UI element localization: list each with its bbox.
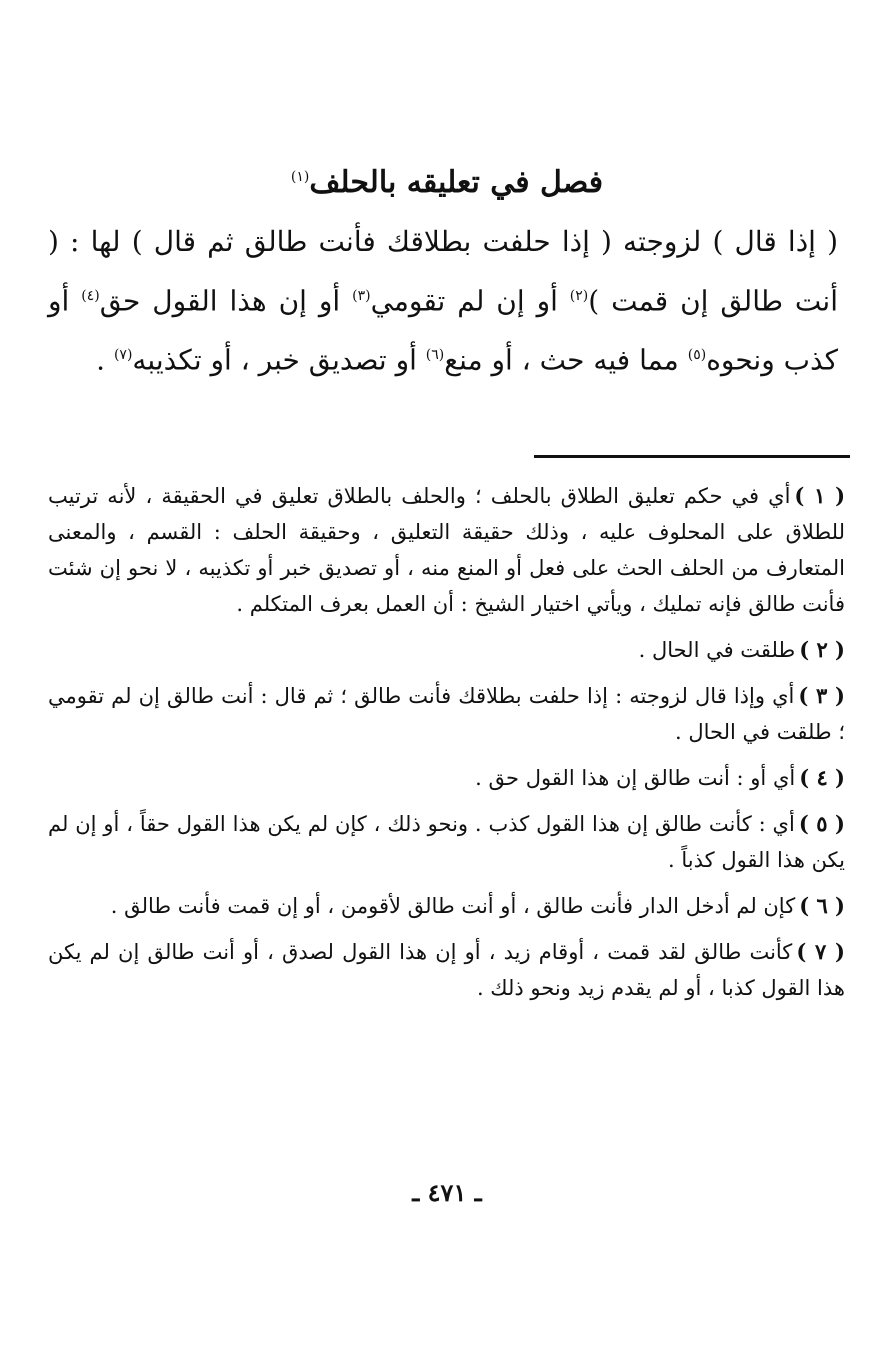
section-title: فصل في تعليقه بالحلف	[309, 165, 604, 200]
page-number: ـ ٤٧١ ـ	[412, 1178, 482, 1207]
footnote	[48, 632, 845, 668]
footnote-text: طلقت في الحال .	[638, 638, 796, 662]
main-text	[48, 214, 838, 388]
main-text-segment: أو تصديق خبر ، أو تكذيبه	[132, 343, 426, 377]
footnote-ref: (٤)	[81, 288, 100, 304]
footnote-number: ( ٣ )	[798, 683, 845, 708]
footnote	[48, 934, 845, 1006]
footnote-number: ( ٤ )	[799, 765, 845, 790]
footnote-number: ( ٢ )	[799, 637, 845, 662]
main-text-segment: .	[96, 343, 114, 377]
footnote	[48, 478, 845, 622]
section-heading	[0, 152, 894, 208]
footnote-ref: (٥)	[687, 347, 707, 364]
main-text-segment: أو كذب ونحوه	[48, 284, 838, 377]
footnote-ref: (٦)	[425, 347, 445, 364]
footnotes	[48, 478, 845, 1016]
footnote-number: ( ٧ )	[796, 939, 845, 964]
footnote	[48, 678, 845, 750]
footnote	[48, 888, 845, 924]
footnote	[48, 760, 845, 796]
main-text-segment: مما فيه حث ، أو منع	[444, 343, 688, 377]
footnote-number: ( ٥ )	[798, 811, 845, 836]
footnote-ref: (٢)	[569, 288, 589, 304]
footnote-text: كأنت طالق لقد قمت ، أوقام زيد ، أو إن هذا القول لصدق ، أو أنت طالق إن لم يكن هذا القول كذبا ، أو لم يقدم زيد ونحو ذلك .	[48, 940, 845, 1000]
footnote-ref: (١)	[290, 169, 310, 185]
footnote-text: أي : كأنت طالق إن هذا القول كذب . ونحو ذلك ، كإن لم يكن هذا القول حقاً ، أو إن لم يكن هذا القول كذباً .	[48, 812, 845, 872]
footnote-ref: (٧)	[113, 347, 133, 364]
footnote-number: ( ١ )	[794, 483, 846, 508]
main-text-segment: ( إذا قال ) لزوجته ( إذا حلفت بطلاقك فأنت طالق ثم قال ) لها : ( أنت طالق إن قمت )	[48, 225, 838, 318]
footnote-text: كإن لم أدخل الدار فأنت طالق ، أو أنت طالق لأقومن ، أو إن قمت فأنت طالق .	[110, 894, 796, 918]
footnote-ref: (٣)	[352, 288, 371, 304]
main-text-segment: أو إن لم تقومي	[370, 284, 570, 318]
footnote	[48, 806, 845, 878]
footnote-text: أي في حكم تعليق الطلاق بالحلف ؛ والحلف بالطلاق تعليق في الحقيقة ، لأنه ترتيب للطلاق على المحلوف عليه ، وذلك حقيقة التعليق ، وحقيقة الحلف : القسم ، والمعنى المتعارف من الحلف الحث على فعل أو المنع منه ، أو تصديق خبر أو تكذيبه ، لا نحو إن شئت فأنت طالق فإنه تمليك ، ويأتي اختيار الشيخ : أن العمل بعرف المتكلم .	[48, 484, 845, 616]
footnote-separator	[534, 455, 850, 458]
footnote-text: أي وإذا قال لزوجته : إذا حلفت بطلاقك فأنت طالق ؛ ثم قال : أنت طالق إن لم تقومي ؛ طلقت في الحال .	[48, 684, 845, 744]
footnote-text: أي أو : أنت طالق إن هذا القول حق .	[475, 766, 796, 790]
main-text-segment: أو إن هذا القول حق	[99, 284, 353, 318]
footnote-number: ( ٦ )	[799, 893, 845, 918]
